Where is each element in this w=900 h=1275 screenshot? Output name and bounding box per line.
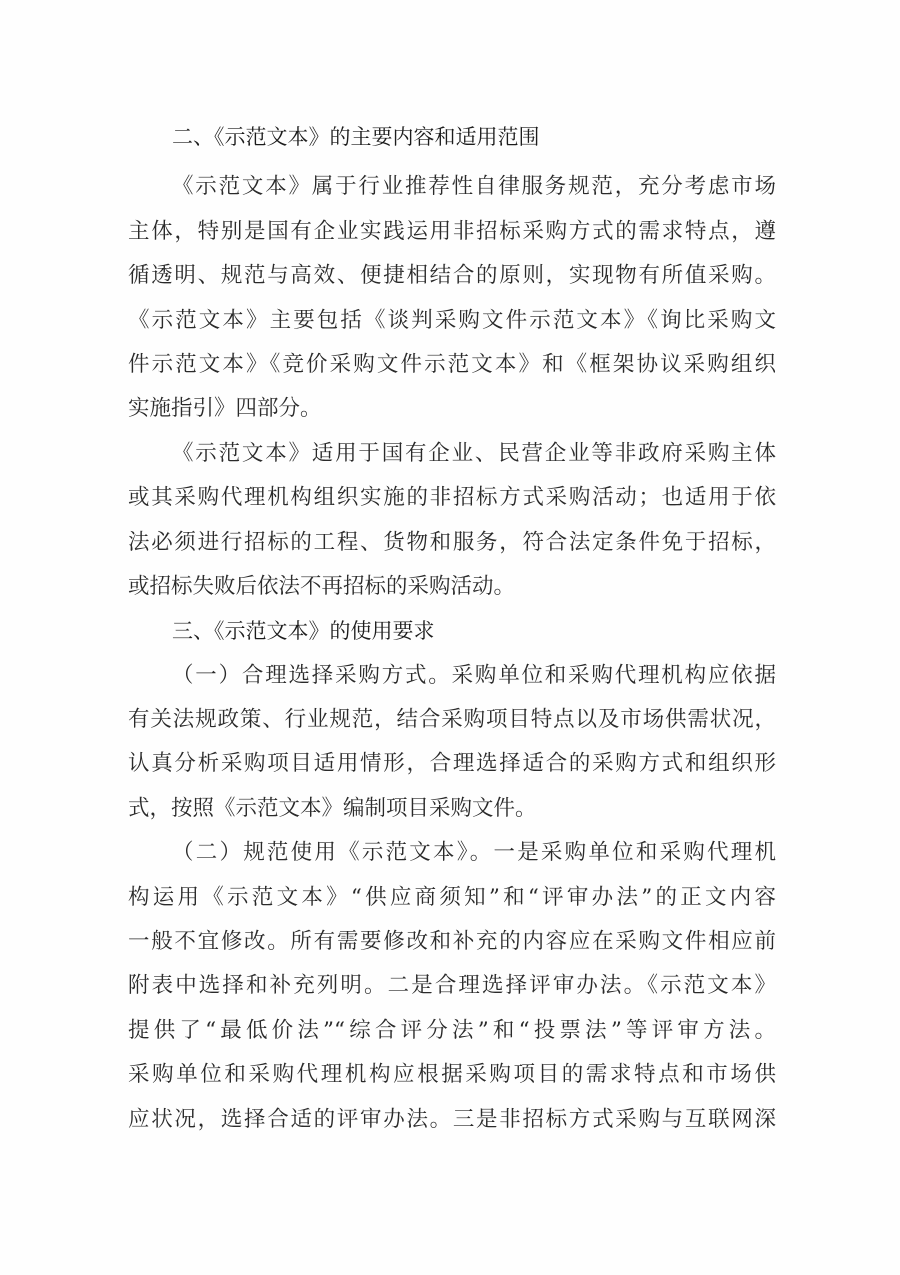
- text-line: 一般不宜修改。所有需要修改和补充的内容应在采购文件相应前: [128, 929, 776, 955]
- text-line: 应状况，选择合适的评审办法。三是非招标方式采购与互联网深: [128, 1106, 776, 1132]
- section-heading: [128, 609, 776, 653]
- text-line: 主体，特别是国有企业实践运用非招标采购方式的需求特点，遵: [128, 218, 776, 244]
- text-line: 构运用《示范文本》“供应商须知”和“评审办法”的正文内容: [128, 884, 776, 910]
- text-line: 认真分析采购项目适用情形，合理选择适合的采购方式和组织形: [128, 751, 776, 777]
- text-line: 《示范文本》主要包括《谈判采购文件示范文本》《询比采购文: [128, 307, 776, 333]
- text-line: （二）规范使用《示范文本》。一是采购单位和采购代理机: [172, 840, 776, 866]
- paragraph: [128, 831, 776, 1142]
- document-body: [128, 115, 776, 1142]
- text-line: 有关法规政策、行业规范，结合采购项目特点以及市场供需状况，: [128, 707, 776, 733]
- paragraph: [128, 654, 776, 832]
- heading-text: 三、《示范文本》的使用要求: [172, 619, 435, 644]
- text-line: 附表中选择和补充列明。二是合理选择评审办法。《示范文本》: [128, 973, 776, 999]
- text-line: 《示范文本》属于行业推荐性自律服务规范，充分考虑市场: [172, 174, 776, 200]
- text-line: 循透明、规范与高效、便捷相结合的原则，实现物有所值采购。: [128, 263, 776, 289]
- text-line: 或招标失败后依法不再招标的采购活动。: [128, 573, 516, 599]
- text-line: 提供了“最低价法”“综合评分法”和“投票法”等评审方法。: [128, 1017, 776, 1043]
- paragraph: [128, 165, 776, 431]
- text-line: 件示范文本》《竞价采购文件示范文本》和《框架协议采购组织: [128, 351, 776, 377]
- text-line: 采购单位和采购代理机构应根据采购项目的需求特点和市场供: [128, 1062, 776, 1088]
- text-line: （一）合理选择采购方式。采购单位和采购代理机构应依据: [172, 662, 776, 688]
- text-line: 《示范文本》适用于国有企业、民营企业等非政府采购主体: [172, 440, 776, 466]
- text-line: 实施指引》四部分。: [128, 396, 322, 422]
- text-line: 或其采购代理机构组织实施的非招标方式采购活动；也适用于依: [128, 485, 776, 511]
- text-line: 式，按照《示范文本》编制项目采购文件。: [128, 795, 537, 821]
- text-line: 法必须进行招标的工程、货物和服务，符合法定条件免于招标，: [128, 529, 776, 555]
- section-heading: [128, 115, 776, 159]
- heading-text: 二、《示范文本》的主要内容和适用范围: [172, 125, 540, 149]
- paragraph: [128, 432, 776, 610]
